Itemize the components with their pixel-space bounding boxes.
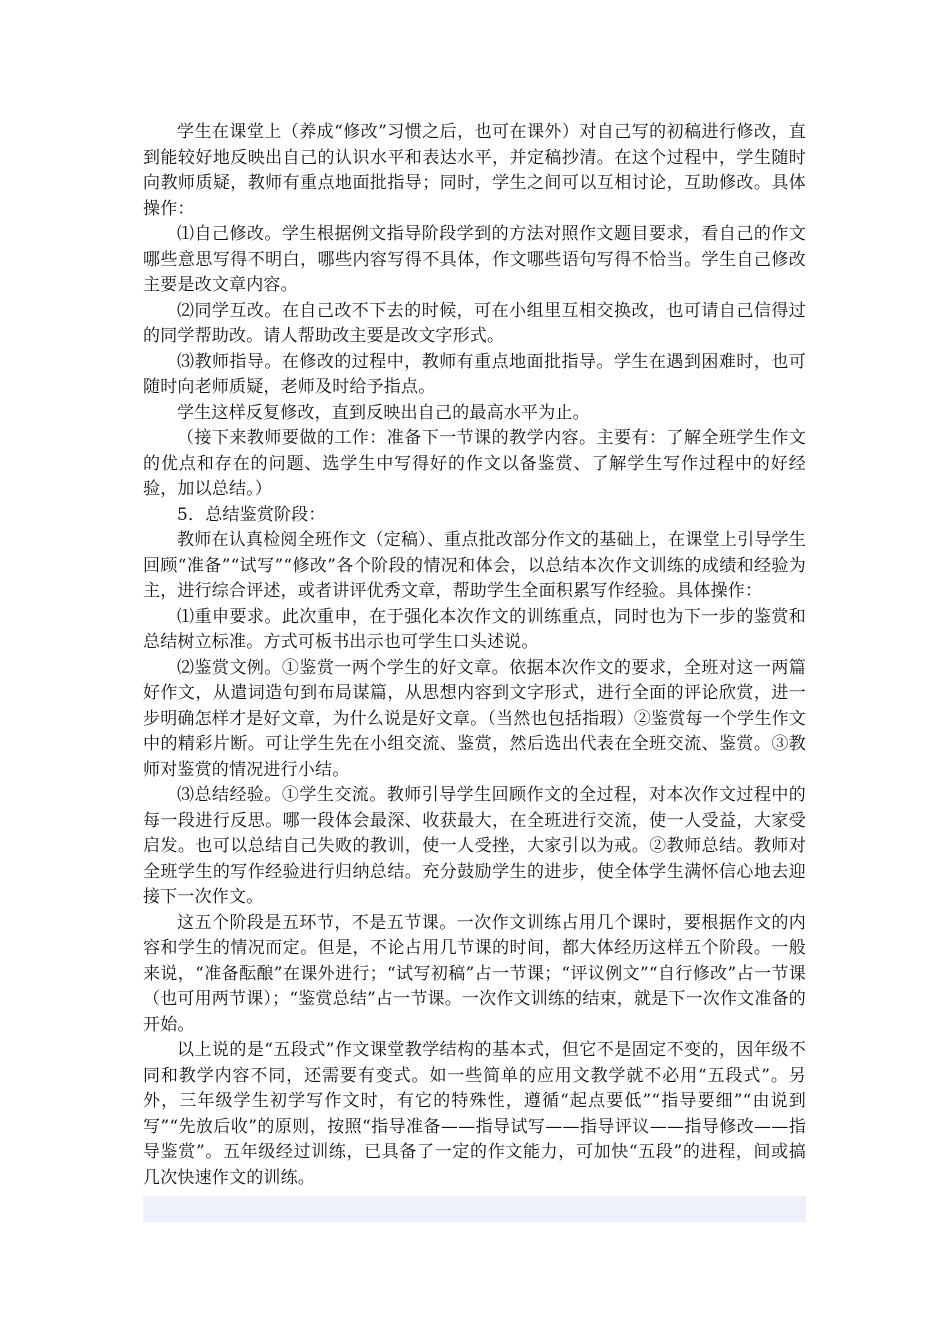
paragraph-restate-requirements: ⑴重申要求。此次重申，在于强化本次作文的训练重点，同时也为下一步的鉴赏和总结树立标准。方式可板书出示也可学生口头述说。 bbox=[143, 606, 806, 652]
paragraph-five-stage-variants: 以上说的是“五段式”作文课堂教学结构的基本式，但它不是固定不变的，因年级不同和教学内容不同，还需要有变式。如一些简单的应用文教学就不必用“五段式”。另外，三年级学生初学写作文时，有它的特殊性，遵循“起点要低”“指导要细”“由说到写”“先放后收”的原则，按照“指导准备——指导试写——指导评议——指导修改——指导鉴赏”。五年级经过训练，已具备了一定的作文能力，可加快“五段”的进程，间或搞几次快速作文的训练。 bbox=[143, 1040, 806, 1188]
paragraph-appreciate-examples: ⑵鉴赏文例。①鉴赏一两个学生的好文章。依据本次作文的要求，全班对这一两篇好作文，从遣词造句到布局谋篇，从思想内容到文字形式，进行全面的评论欣赏，进一步明确怎样才是好文章，为什么说是好文章。（当然也包括指瑕）②鉴赏每一个学生作文中的精彩片断。可让学生先在小组交流、鉴赏，然后选出代表在全班交流、鉴赏。③教师对鉴赏的情况进行小结。 bbox=[143, 657, 806, 780]
paragraph-five-stages-explanation: 这五个阶段是五环节，不是五节课。一次作文训练占用几个课时，要根据作文的内容和学生的情况而定。但是，不论占用几节课的时间，都大体经历这样五个阶段。一般来说，“准备酝酿”在课外进行；“试写初稿”占一节课；“评议例文”“自行修改”占一节课（也可用两节课）；“鉴赏总结”占一节课。一次作文训练的结束，就是下一次作文准备的开始。 bbox=[143, 912, 806, 1035]
paragraph-revision-intro: 学生在课堂上（养成“修改”习惯之后，也可在课外）对自己写的初稿进行修改，直到能较好地反映出自己的认识水平和表达水平，并定稿抄清。在这个过程中，学生随时向教师质疑，教师有重点地面批指导；同时，学生之间可以互相讨论，互助修改。具体操作： bbox=[143, 122, 806, 219]
footer-band bbox=[143, 1196, 806, 1222]
paragraph-teacher-guidance: ⑶教师指导。在修改的过程中，教师有重点地面批指导。学生在遇到困难时，也可随时向老师质疑，老师及时给予指点。 bbox=[143, 351, 806, 397]
paragraph-self-revision: ⑴自己修改。学生根据例文指导阶段学到的方法对照作文题目要求，看自己的作文哪些意思写得不明白，哪些内容写得不具体，作文哪些语句写得不恰当。学生自己修改主要是改文章内容。 bbox=[143, 224, 806, 295]
section-heading-summary-stage: 5．总结鉴赏阶段： bbox=[177, 504, 326, 525]
paragraph-peer-revision: ⑵同学互改。在自己改不下去的时候，可在小组里互相交换改，也可请自己信得过的同学帮助改。请人帮助改主要是改文字形式。 bbox=[143, 300, 806, 346]
paragraph-summarize-experience: ⑶总结经验。①学生交流。教师引导学生回顾作文的全过程，对本次作文过程中的每一段进行反思。哪一段体会最深、收获最大，在全班进行交流，使一人受益，大家受启发。也可以总结自己失败的教训，使一人受挫，大家引以为戒。②教师总结。教师对全班学生的写作经验进行归纳总结。充分鼓励学生的进步，使全体学生满怀信心地去迎接下一次作文。 bbox=[143, 785, 806, 907]
document-body bbox=[143, 120, 806, 1191]
paragraph-teacher-preparation-note: （接下来教师要做的工作：准备下一节课的教学内容。主要有：了解全班学生作文的优点和存在的问题、选学生中写得好的作文以备鉴赏、了解学生写作过程中的好经验，加以总结。） bbox=[143, 428, 806, 499]
paragraph-repeated-revision: 学生这样反复修改，直到反映出自己的最高水平为止。 bbox=[177, 402, 590, 423]
paragraph-summary-intro: 教师在认真检阅全班作文（定稿）、重点批改部分作文的基础上，在课堂上引导学生回顾“准备”“试写”“修改”各个阶段的情况和体会，以总结本次作文训练的成绩和经验为主，进行综合评述，或者讲评优秀文章，帮助学生全面积累写作经验。具体操作： bbox=[143, 530, 806, 601]
